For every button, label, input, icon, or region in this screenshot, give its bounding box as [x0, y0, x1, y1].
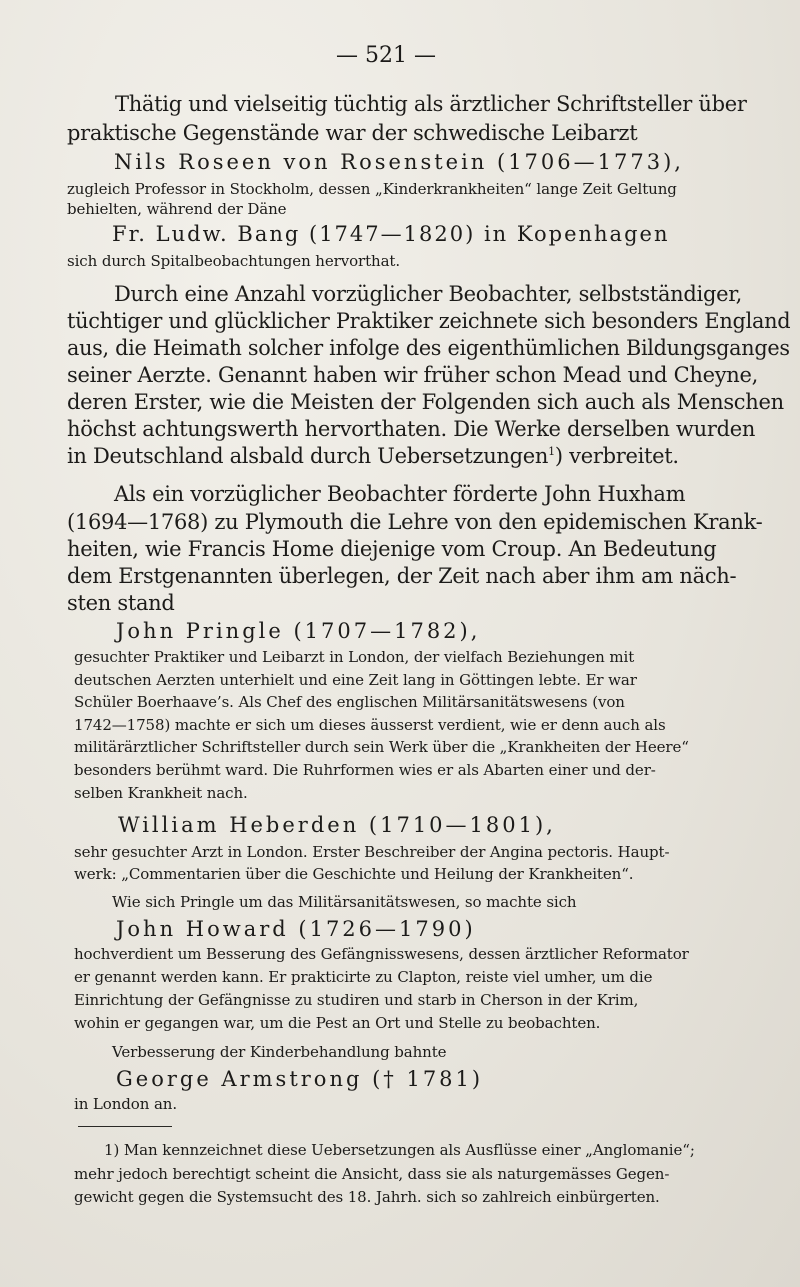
footnote-text: Man kennzeichnet diese Uebersetzungen als Ausflüsse einer „Anglomanie“;	[123, 1141, 695, 1159]
text-line: Verbesserung der Kinderbehandlung bahnte	[112, 1043, 447, 1061]
footnote-line: gewicht gegen die Systemsucht des 18. Jahrh. sich so zahlreich einbürgerten.	[74, 1188, 660, 1206]
text-line: aus, die Heimath solcher infolge des eigenthümlichen Bildungsganges	[67, 336, 790, 360]
text-line: (1694—1768) zu Plymouth die Lehre von den epidemischen Krank-	[67, 510, 763, 534]
text-line: in Deutschland alsbald durch Uebersetzungen$^1$) verbreitet.	[67, 444, 679, 468]
text-line: Thätig und vielseitig tüchtig als ärztlicher Schriftsteller über	[115, 92, 747, 116]
footnote-mark: 1)	[104, 1141, 120, 1159]
page-number: — 521 —	[336, 43, 436, 68]
text-line: behielten, während der Däne	[67, 200, 287, 218]
text-line: Als ein vorzüglicher Beobachter förderte John Huxham	[114, 482, 686, 506]
text-line: dem Erstgenannten überlegen, der Zeit nach aber ihm am näch-	[67, 564, 737, 588]
person-name-heading: William Heberden (1710—1801),	[118, 813, 556, 837]
text-line: sehr gesuchter Arzt in London. Erster Beschreiber der Angina pectoris. Haupt-	[74, 843, 670, 861]
text-line: seiner Aerzte. Genannt haben wir früher schon Mead und Cheyne,	[67, 363, 758, 387]
text-line: höchst achtungswerth hervorthaten. Die Werke derselben wurden	[67, 417, 756, 441]
text-line: gesuchter Praktiker und Leibarzt in London, der vielfach Beziehungen mit	[74, 648, 635, 666]
person-name-heading: Nils Roseen von Rosenstein (1706—1773),	[114, 150, 684, 174]
text-line: besonders berühmt ward. Die Ruhrformen wies er als Abarten einer und der-	[74, 761, 656, 779]
text-line: wohin er gegangen war, um die Pest an Ort und Stelle zu beobachten.	[74, 1014, 601, 1032]
text-line: er genannt werden kann. Er prakticirte zu Clapton, reiste viel umher, um die	[74, 968, 653, 986]
text-line: werk: „Commentarien über die Geschichte und Heilung der Krankheiten“.	[74, 865, 634, 883]
text-line: Schüler Boerhaave’s. Als Chef des englischen Militärsanitätswesens (von	[74, 693, 625, 711]
text-line: tüchtiger und glücklicher Praktiker zeichnete sich besonders England	[67, 309, 791, 333]
footnote-reference: 1	[548, 445, 555, 458]
person-name-heading: George Armstrong († 1781)	[116, 1067, 484, 1091]
text-line: hochverdient um Besserung des Gefängnisswesens, dessen ärztlicher Reformator	[74, 945, 689, 963]
text-line-segment: verbreitet.	[569, 444, 679, 468]
text-line: Durch eine Anzahl vorzüglicher Beobachter, selbstständiger,	[114, 282, 743, 306]
text-line: praktische Gegenstände war der schwedische Leibarzt	[67, 121, 638, 145]
text-line: in London an.	[74, 1095, 178, 1113]
text-line: sich durch Spitalbeobachtungen hervorthat.	[67, 252, 401, 270]
text-line: heiten, wie Francis Home diejenige vom Croup. An Bedeutung	[67, 537, 717, 561]
text-line: Einrichtung der Gefängnisse zu studiren und starb in Cherson in der Krim,	[74, 991, 639, 1009]
person-name-heading: Fr. Ludw. Bang (1747—1820) in Kopenhagen	[112, 222, 670, 246]
text-line: Wie sich Pringle um das Militärsanitätswesen, so machte sich	[112, 893, 577, 911]
footnote-line	[104, 1143, 695, 1158]
text-line: deren Erster, wie die Meisten der Folgenden sich auch als Menschen	[67, 390, 784, 414]
text-line: sten stand	[67, 591, 175, 615]
person-name-heading: John Howard (1726—1790)	[116, 917, 476, 941]
text-line: selben Krankheit nach.	[74, 784, 248, 802]
footnote-line: mehr jedoch berechtigt scheint die Ansicht, dass sie als naturgemässes Gegen-	[74, 1165, 670, 1183]
person-name-heading: John Pringle (1707—1782),	[116, 619, 481, 643]
text-line: militärärztlicher Schriftsteller durch sein Werk über die „Krankheiten der Heere“	[74, 738, 689, 756]
text-line-segment: in Deutschland alsbald durch Uebersetzungen	[67, 444, 549, 468]
text-line: deutschen Aerzten unterhielt und eine Zeit lang in Göttingen lebte. Er war	[74, 671, 637, 689]
text-line: 1742—1758) machte er sich um dieses äusserst verdient, wie er denn auch als	[74, 716, 666, 734]
text-line: zugleich Professor in Stockholm, dessen „Kinderkrankheiten“ lange Zeit Geltung	[67, 180, 677, 198]
footnote-separator	[78, 1126, 172, 1127]
